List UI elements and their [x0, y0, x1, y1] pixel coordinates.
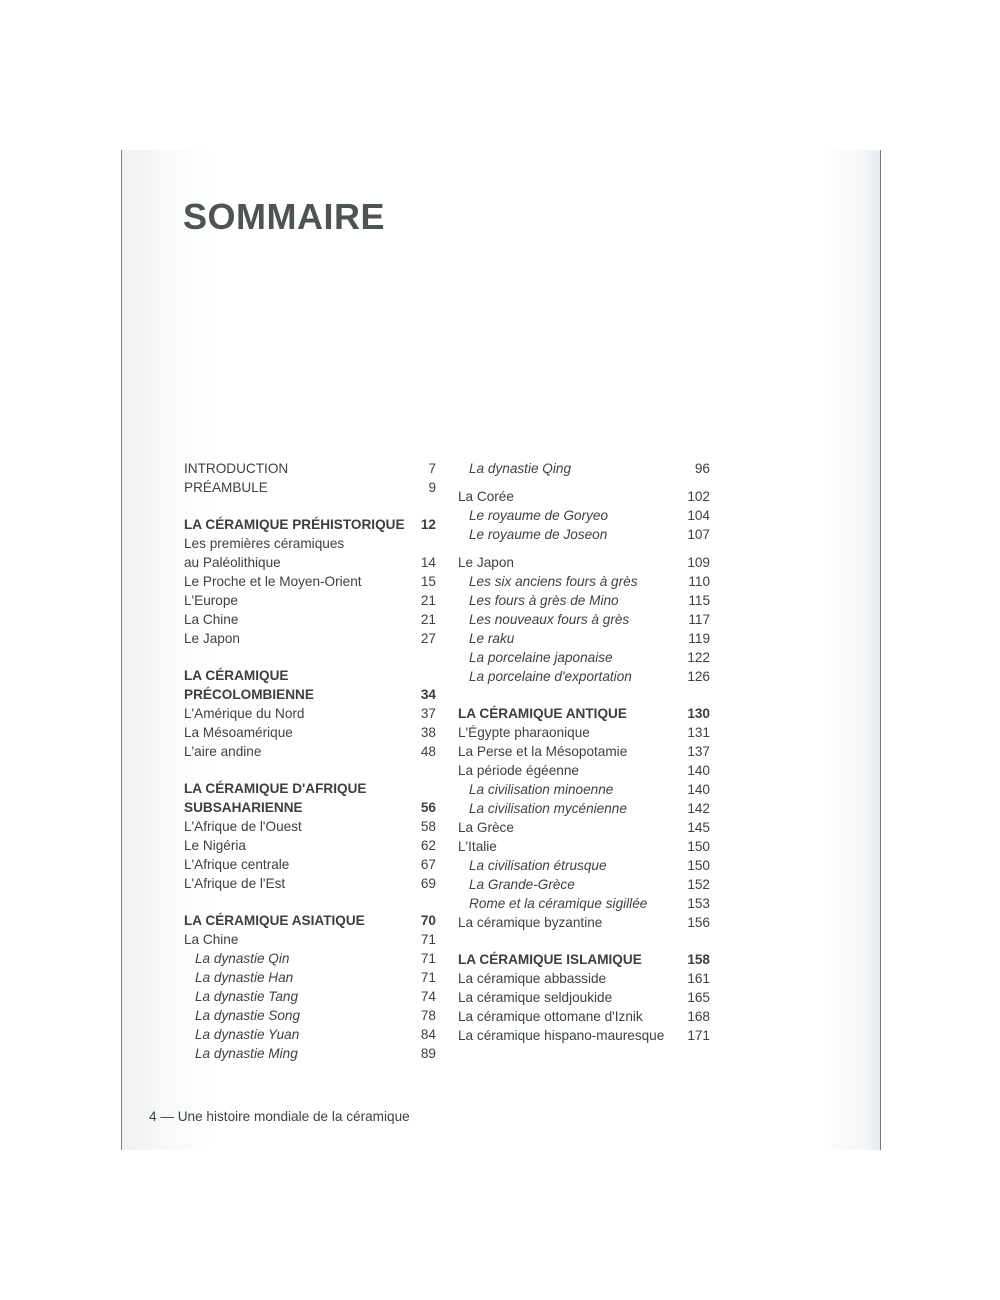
toc-entry-label: La civilisation minoenne — [469, 782, 614, 797]
toc-entry-label: Le Nigéria — [184, 838, 246, 853]
toc-entry — [184, 459, 436, 478]
toc-entry-label: Le Japon — [458, 555, 514, 570]
toc-page-number: 142 — [687, 801, 710, 816]
toc-page-number: 96 — [694, 461, 710, 476]
toc-section-heading — [184, 666, 436, 685]
toc-entry — [184, 553, 436, 572]
toc-page-number: 89 — [420, 1046, 436, 1061]
toc-entry-label: au Paléolithique — [184, 555, 281, 570]
toc-subentry — [184, 1025, 436, 1044]
toc-subentry — [458, 572, 710, 591]
toc-entry-label: La céramique ottomane d'Iznik — [458, 1009, 643, 1024]
toc-page-number: 9 — [428, 480, 436, 495]
toc-page-number: 158 — [687, 952, 710, 967]
toc-entry — [458, 818, 710, 837]
toc-section-heading — [184, 515, 436, 534]
toc-entry-label: La Corée — [458, 489, 514, 504]
toc-entry — [458, 988, 710, 1007]
toc-entry-label: L'Europe — [184, 593, 238, 608]
toc-page-number: 37 — [420, 706, 436, 721]
toc-section-heading — [184, 798, 436, 817]
toc-page-number: 71 — [420, 970, 436, 985]
toc-page-number: 21 — [420, 593, 436, 608]
toc-entry-label: La dynastie Yuan — [195, 1027, 300, 1042]
toc-entry-label: La Perse et la Mésopotamie — [458, 744, 628, 759]
toc-page-number: 70 — [420, 913, 436, 928]
toc-page-number: 15 — [420, 574, 436, 589]
toc-entry — [184, 704, 436, 723]
toc-entry — [184, 855, 436, 874]
toc-entry-label: La céramique abbasside — [458, 971, 607, 986]
toc-page-number: 126 — [687, 669, 710, 684]
toc-entry — [184, 591, 436, 610]
toc-page-number: 168 — [687, 1009, 710, 1024]
toc-entry — [184, 874, 436, 893]
toc-entry-label: L'Amérique du Nord — [184, 706, 305, 721]
toc-entry-label: L'Afrique de l'Est — [184, 876, 286, 891]
toc-spacer — [458, 932, 710, 950]
toc-entry-label: INTRODUCTION — [184, 461, 289, 476]
toc-entry-label: LA CÉRAMIQUE ISLAMIQUE — [458, 952, 642, 967]
toc-entry-label: L'Égypte pharaonique — [458, 725, 590, 740]
toc-page-number: 117 — [688, 612, 710, 627]
toc-page-number: 56 — [420, 800, 436, 815]
toc-entry-label: La Grande-Grèce — [469, 877, 575, 892]
toc-page-number: 115 — [688, 593, 710, 608]
toc-entry — [458, 913, 710, 932]
toc-page-number: 107 — [687, 527, 710, 542]
toc-spacer — [458, 478, 710, 487]
toc-subentry — [458, 667, 710, 686]
toc-entry-label: LA CÉRAMIQUE ANTIQUE — [458, 706, 627, 721]
toc-entry-label: Le Proche et le Moyen-Orient — [184, 574, 362, 589]
toc-entry-label: La période égéenne — [458, 763, 579, 778]
toc-entry — [184, 817, 436, 836]
toc-entry — [458, 1007, 710, 1026]
toc-subentry — [184, 1006, 436, 1025]
toc-page-number: 58 — [420, 819, 436, 834]
toc-entry — [184, 610, 436, 629]
toc-subentry — [458, 506, 710, 525]
toc-page-number: 78 — [420, 1008, 436, 1023]
toc-entry-label: Les six anciens fours à grès — [469, 574, 638, 589]
toc-entry — [458, 553, 710, 572]
toc-subentry — [458, 894, 710, 913]
toc-entry-label: Rome et la céramique sigillée — [469, 896, 648, 911]
toc-page-number: 140 — [687, 782, 710, 797]
toc-entry-label: La céramique hispano-mauresque — [458, 1028, 665, 1043]
toc-subentry — [458, 648, 710, 667]
toc-entry-label: Le royaume de Joseon — [469, 527, 608, 542]
toc-entry-label: Les nouveaux fours à grès — [469, 612, 630, 627]
toc-page-number: 150 — [687, 839, 710, 854]
toc-entry-label: La porcelaine japonaise — [469, 650, 613, 665]
toc-subentry — [184, 987, 436, 1006]
toc-entry-label: La Grèce — [458, 820, 514, 835]
toc-entry — [184, 534, 436, 553]
toc-entry-label: L'Afrique centrale — [184, 857, 290, 872]
toc-entry-label: PRÉCOLOMBIENNE — [184, 687, 314, 702]
toc-entry-label: La civilisation mycénienne — [469, 801, 627, 816]
toc-spacer — [184, 497, 436, 515]
toc-subentry — [458, 525, 710, 544]
toc-entry-label: LA CÉRAMIQUE PRÉHISTORIQUE — [184, 517, 405, 532]
page-title: SOMMAIRE — [183, 196, 385, 237]
toc-page-number: 102 — [687, 489, 710, 504]
toc-page-number: 137 — [687, 744, 710, 759]
toc-page-number: 7 — [428, 461, 436, 476]
toc-page-number: 12 — [420, 517, 436, 532]
toc-entry-label: Le raku — [469, 631, 515, 646]
toc-entry — [184, 572, 436, 591]
toc-entry — [184, 723, 436, 742]
toc-entry-label: Le Japon — [184, 631, 240, 646]
toc-page-number: 165 — [687, 990, 710, 1005]
toc-page-number: 62 — [420, 838, 436, 853]
toc-spacer — [184, 761, 436, 779]
toc-page-number: 38 — [420, 725, 436, 740]
toc-page-number: 145 — [687, 820, 710, 835]
toc-section-heading — [458, 950, 710, 969]
toc-spacer — [458, 544, 710, 553]
toc-entry-label: La Mésoamérique — [184, 725, 293, 740]
toc-page-number: 21 — [420, 612, 436, 627]
toc-entry-label: LA CÉRAMIQUE ASIATIQUE — [184, 913, 365, 928]
toc-subentry — [458, 875, 710, 894]
toc-spacer — [458, 686, 710, 704]
toc-subentry — [458, 591, 710, 610]
toc-entry-label: SUBSAHARIENNE — [184, 800, 303, 815]
toc-page-number: 156 — [687, 915, 710, 930]
toc-entry-label: PRÉAMBULE — [184, 480, 268, 495]
toc-page-number: 71 — [420, 951, 436, 966]
toc-entry-label: LA CÉRAMIQUE D'AFRIQUE — [184, 781, 367, 796]
toc-entry-label: La dynastie Ming — [195, 1046, 298, 1061]
toc-entry-label: La Chine — [184, 612, 239, 627]
toc-section-heading — [184, 685, 436, 704]
toc-page-number: 140 — [687, 763, 710, 778]
toc-entry-label: La dynastie Song — [195, 1008, 301, 1023]
toc-entry — [184, 836, 436, 855]
toc-entry-label: Les premières céramiques — [184, 536, 345, 551]
toc-page-number: 152 — [687, 877, 710, 892]
toc-subentry — [458, 610, 710, 629]
toc-subentry — [458, 629, 710, 648]
toc-subentry — [458, 856, 710, 875]
toc-page-number: 122 — [687, 650, 710, 665]
toc-entry — [184, 629, 436, 648]
page-footer: 4 — Une histoire mondiale de la céramique — [149, 1109, 410, 1124]
toc-subentry — [458, 799, 710, 818]
toc-entry-label: La céramique byzantine — [458, 915, 603, 930]
toc-page-number: 119 — [688, 631, 710, 646]
toc-entry — [184, 478, 436, 497]
toc-entry-label: La dynastie Qin — [195, 951, 290, 966]
toc-entry — [458, 1026, 710, 1045]
toc-spacer — [184, 648, 436, 666]
toc-entry — [458, 487, 710, 506]
toc-subentry — [184, 949, 436, 968]
toc-entry-label: L'Afrique de l'Ouest — [184, 819, 302, 834]
toc-entry-label: Le royaume de Goryeo — [469, 508, 609, 523]
toc-column-right — [458, 459, 710, 1045]
toc-entry — [184, 742, 436, 761]
toc-page-number: 27 — [420, 631, 436, 646]
toc-page-number: 84 — [420, 1027, 436, 1042]
toc-entry — [458, 723, 710, 742]
toc-entry-label: LA CÉRAMIQUE — [184, 668, 289, 683]
toc-entry — [458, 837, 710, 856]
toc-page-number: 109 — [687, 555, 710, 570]
toc-page-number: 104 — [687, 508, 710, 523]
toc-page-number: 67 — [420, 857, 436, 872]
toc-entry-label: La dynastie Qing — [469, 461, 572, 476]
toc-page-number: 14 — [420, 555, 436, 570]
toc-column-left — [184, 459, 436, 1063]
toc-entry-label: L'Italie — [458, 839, 497, 854]
toc-page-number: 161 — [687, 971, 710, 986]
toc-entry-label: La céramique seldjoukide — [458, 990, 613, 1005]
toc-entry-label: La dynastie Tang — [195, 989, 299, 1004]
toc-page-number: 171 — [687, 1028, 710, 1043]
toc-page-number: 48 — [420, 744, 436, 759]
toc-entry — [458, 761, 710, 780]
toc-subentry — [184, 1044, 436, 1063]
toc-entry — [458, 742, 710, 761]
toc-page-number: 34 — [420, 687, 436, 702]
toc-entry-label: Les fours à grès de Mino — [469, 593, 619, 608]
toc-entry-label: La civilisation étrusque — [469, 858, 607, 873]
toc-page-number: 74 — [420, 989, 436, 1004]
toc-page-number: 131 — [687, 725, 710, 740]
toc-entry-label: La Chine — [184, 932, 239, 947]
toc-entry-label: L'aire andine — [184, 744, 262, 759]
toc-subentry — [184, 968, 436, 987]
toc-subentry — [458, 459, 710, 478]
toc-page-number: 71 — [420, 932, 436, 947]
toc-subentry — [458, 780, 710, 799]
toc-section-heading — [458, 704, 710, 723]
toc-section-heading — [184, 911, 436, 930]
toc-section-heading — [184, 779, 436, 798]
toc-entry-label: La porcelaine d'exportation — [469, 669, 632, 684]
toc-entry — [184, 930, 436, 949]
toc-entry — [458, 969, 710, 988]
toc-page-number: 153 — [687, 896, 710, 911]
toc-page-number: 69 — [420, 876, 436, 891]
toc-entry-label: La dynastie Han — [195, 970, 294, 985]
toc-page-number: 150 — [687, 858, 710, 873]
toc-page-number: 130 — [687, 706, 710, 721]
toc-page-number: 110 — [688, 574, 710, 589]
toc-spacer — [184, 893, 436, 911]
